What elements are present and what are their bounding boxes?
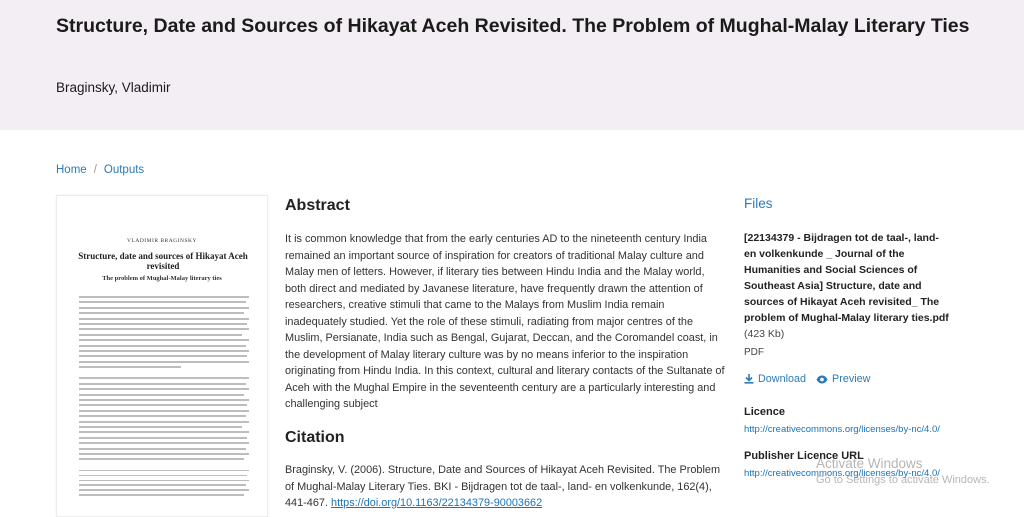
activate-windows-watermark: Activate Windows	[816, 456, 923, 471]
citation-body: Braginsky, V. (2006). Structure, Date and Sources of Hikayat Aceh Revisited. The Problem of Mughal-Malay Literary Ties. BKI - Bijdragen tot de taal-, land- en volkenkunde, 162(4), 441-467.	[285, 464, 721, 509]
file-size: (423 Kb)	[744, 328, 785, 340]
breadcrumb-outputs-link[interactable]: Outputs	[103, 164, 145, 176]
thumbnail-subtitle: The problem of Mughal-Malay literary ties	[102, 275, 222, 282]
eye-icon	[816, 375, 828, 384]
doi-link[interactable]: https://doi.org/10.1163/22134379-90003662	[331, 497, 543, 509]
abstract-text: It is common knowledge that from the early centuries AD to the nineteenth century India remained an important source of inspiration for creators of traditional Malay culture and Malay men of letters. However, if literary ties between Hindu India and the Malay world, both direct and mediated by Javanese literature, have frequently drawn the attention of researchers, creative stimuli that came to the Malays from Muslim India remain inadequately studied. Yet the role of these stimuli, radiating from major centres of the Muslim, Persianate, India such as Bengal, Gujarat, Deccan, and the Coromandel coast, in the development of Malay literary culture was by no means inferior to the inspiration originating from Hindu India. In this context, cultural and literary contacts of the Sultanate of Aceh with the Mughal Empire in the seventeenth century are a particularly interesting and challenging subject	[285, 233, 725, 410]
author-name: Braginsky, Vladimir	[56, 80, 171, 95]
download-button[interactable]	[744, 373, 806, 385]
licence-link[interactable]: http://creativecommons.org/licenses/by-nc/4.0/	[744, 424, 940, 435]
files-heading: Files	[744, 196, 773, 211]
licence-heading: Licence	[744, 406, 785, 418]
breadcrumb-home-link[interactable]: Home	[56, 164, 87, 176]
breadcrumb-separator: /	[93, 164, 97, 176]
download-icon	[744, 374, 754, 384]
page-header	[0, 0, 1024, 130]
thumbnail-body-text	[79, 296, 249, 499]
publisher-licence-link[interactable]: http://creativecommons.org/licenses/by-nc/4.0/	[744, 468, 940, 479]
citation-text	[285, 462, 725, 512]
activate-windows-hint: Go to Settings to activate Windows.	[816, 474, 990, 486]
preview-button[interactable]	[816, 373, 870, 385]
thumbnail-author: VLADIMIR BRAGINSKY	[127, 238, 197, 244]
download-label: Download	[758, 373, 807, 385]
preview-label: Preview	[832, 373, 871, 385]
file-name[interactable]: [22134379 - Bijdragen tot de taal-, land- en volkenkunde _ Journal of the Humanities and Social Sciences of Southeast Asia] Structure, date and sources of Hikayat Aceh revisited_ The problem of Mughal-Malay literary ties.pdf	[744, 232, 949, 324]
publisher-licence-heading: Publisher Licence URL	[744, 450, 864, 462]
abstract-heading: Abstract	[285, 197, 350, 214]
document-thumbnail[interactable]	[56, 195, 268, 517]
file-type: PDF	[744, 347, 764, 358]
citation-heading: Citation	[285, 429, 345, 446]
breadcrumb	[56, 164, 144, 176]
thumbnail-title: Structure, date and sources of Hikayat Aceh revisited	[78, 251, 248, 271]
file-link[interactable]	[744, 230, 954, 342]
page-title: Structure, Date and Sources of Hikayat Aceh Revisited. The Problem of Mughal-Malay Literary Ties	[56, 15, 970, 37]
file-actions	[744, 373, 870, 385]
